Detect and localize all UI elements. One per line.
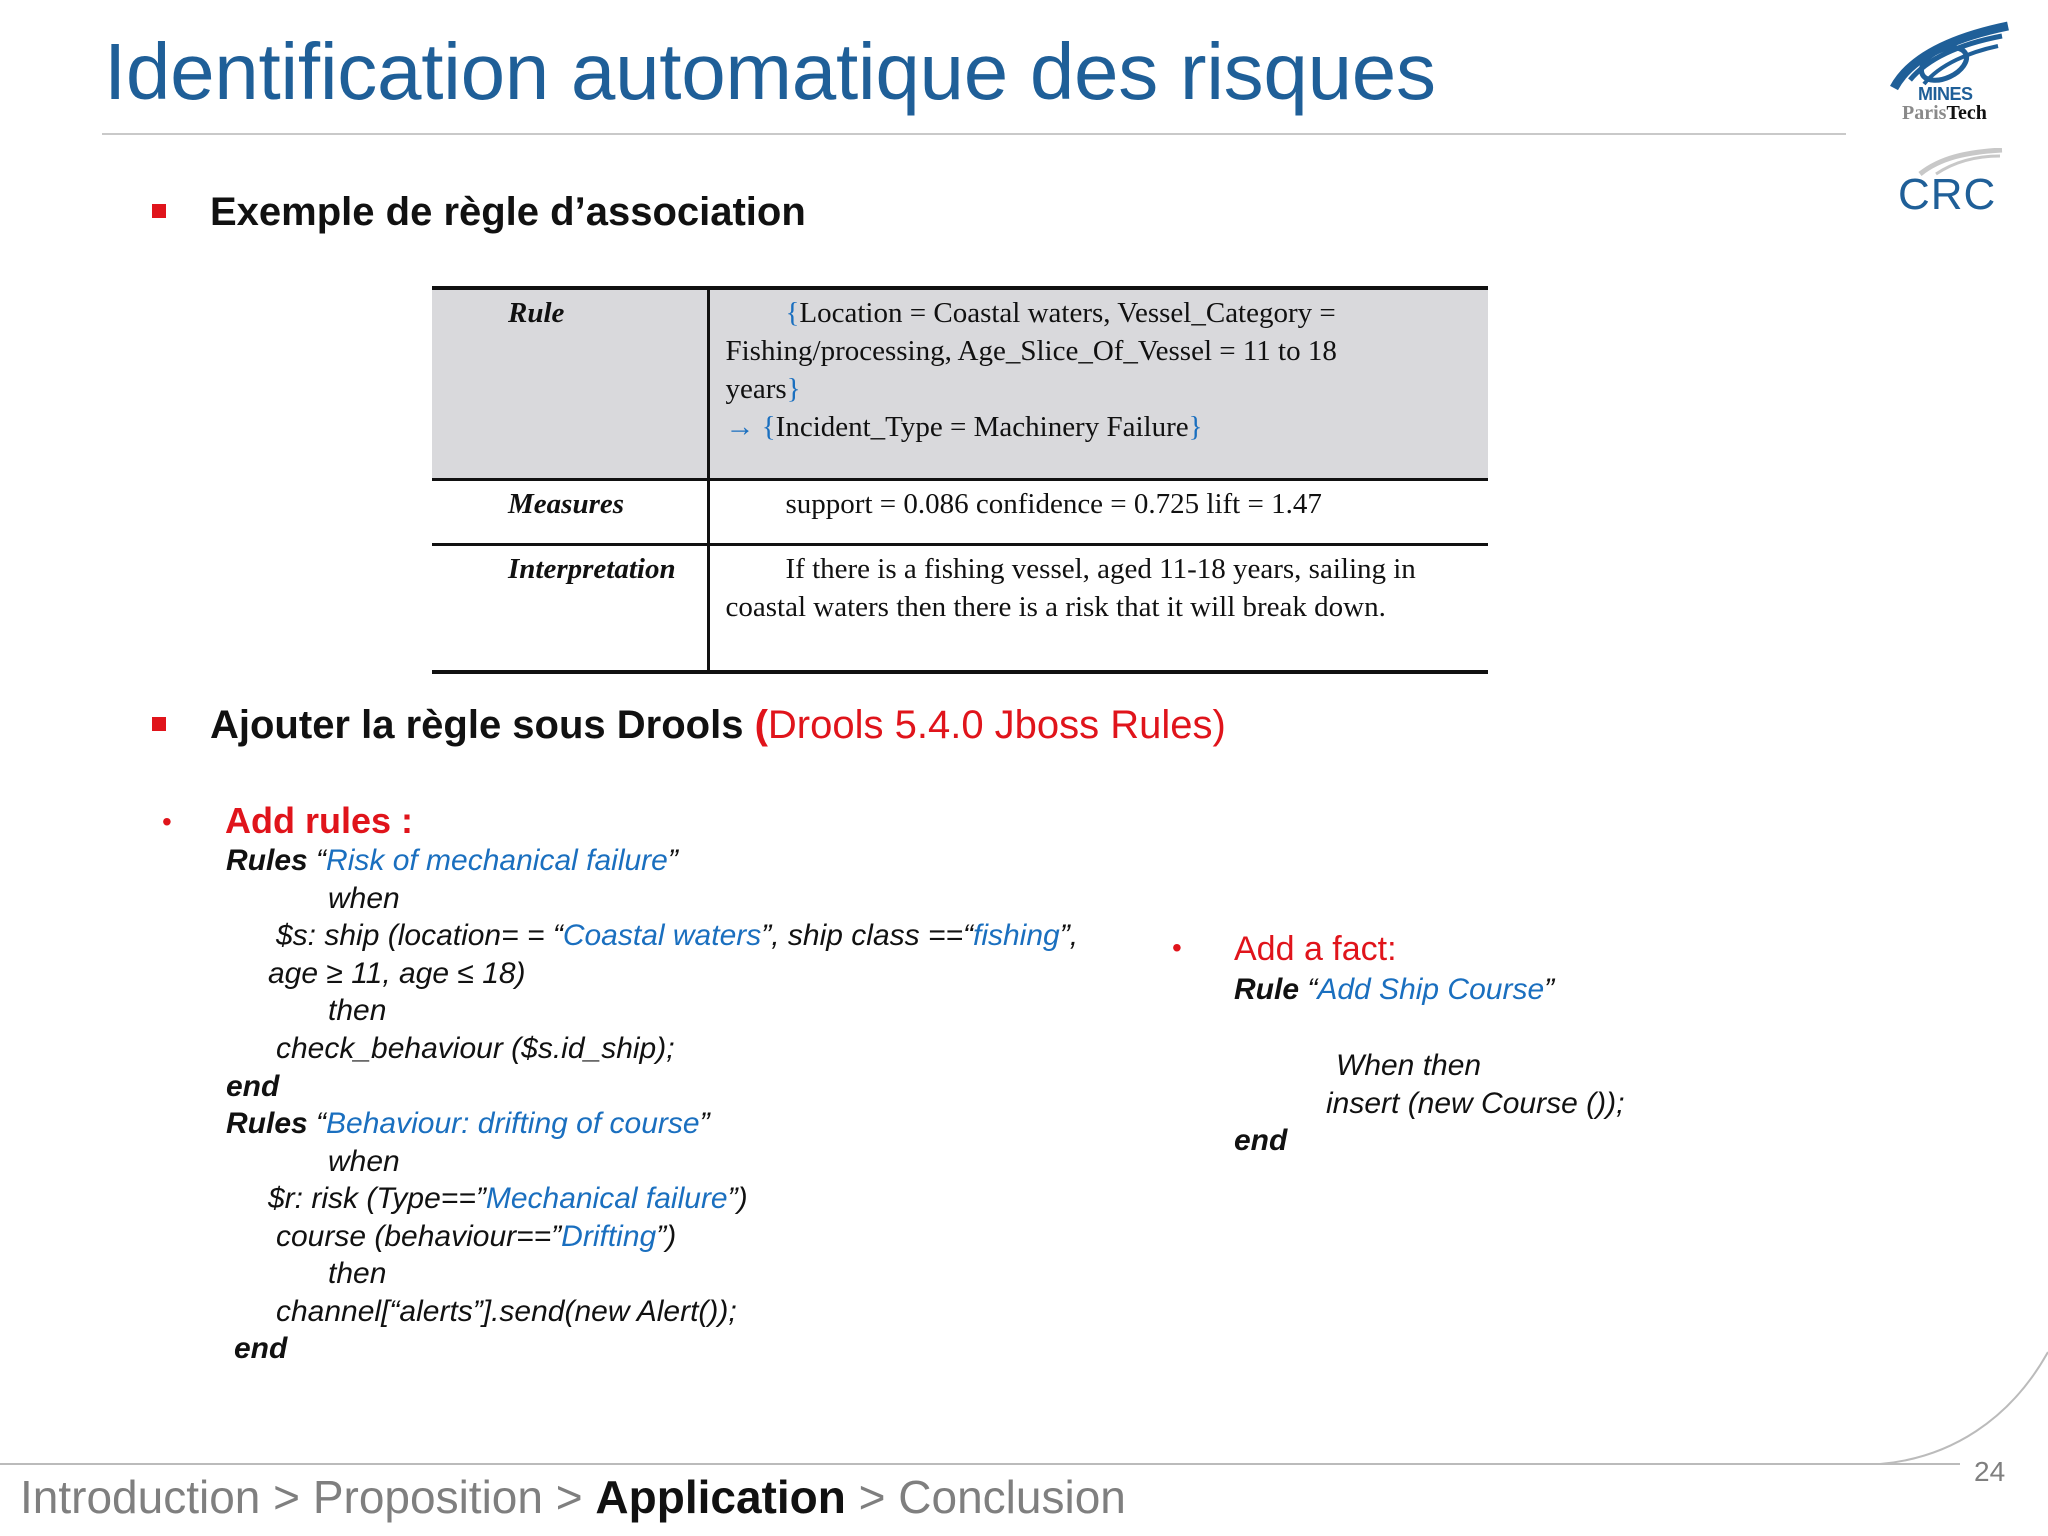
add-fact-heading: Add a fact: [1234, 930, 1397, 968]
code-line: end [234, 1332, 288, 1365]
row-value-measures: support = 0.086 confidence = 0.725 lift = 1.47 [708, 480, 1488, 545]
row-value-interpretation: If there is a fishing vessel, aged 11-18 years, sailing in coastal waters then there is a risk that it will break down. [708, 545, 1488, 673]
code-line: age ≥ 11, age ≤ 18) [268, 957, 526, 990]
row-label-interpretation: Interpretation [432, 545, 708, 673]
table-row-interpretation [432, 545, 1488, 673]
footer-divider [0, 1463, 1960, 1465]
code-line: $s: ship (location= = “Coastal waters”, ship class ==“fishing”, [276, 919, 1079, 952]
breadcrumb-proposition[interactable]: Proposition [312, 1471, 543, 1523]
row-value-rule: {Location = Coastal waters, Vessel_Category = Fishing/processing, Age_Slice_Of_Vessel = 11 to 18 years} → {Incident_Type = Machinery Failure} [708, 288, 1488, 480]
code-line: end [1234, 1124, 1288, 1157]
add-rules-heading: Add rules : [225, 800, 414, 841]
bullet-square [152, 717, 166, 731]
breadcrumb-introduction[interactable]: Introduction [20, 1471, 261, 1523]
bullet-drools: Ajouter la règle sous Drools (Drools 5.4.0 Jboss Rules) [210, 703, 1226, 747]
slide-title: Identification automatique des risques [104, 27, 1436, 116]
code-line: $r: risk (Type==”Mechanical failure”) [268, 1182, 748, 1215]
row-label-measures: Measures [432, 480, 708, 545]
crc-logo [1896, 148, 2006, 218]
code-line: end [226, 1070, 280, 1103]
code-line: then [328, 994, 387, 1027]
corner-swoosh-icon [1880, 1340, 2048, 1470]
paristech-text: ParisTech [1902, 102, 1987, 124]
bullet-square [152, 204, 166, 218]
bullet-dot: • [1172, 932, 1182, 963]
crc-text: CRC [1898, 170, 1997, 219]
code-line: Rules “Risk of mechanical failure” [226, 844, 678, 877]
mines-paristech-logo [1880, 18, 2020, 128]
bullet-association-rule: Exemple de règle d’association [210, 190, 806, 234]
row-label-rule: Rule [432, 288, 708, 480]
association-rule-table [432, 286, 1488, 674]
code-line: course (behaviour==”Drifting”) [276, 1220, 677, 1253]
code-line: then [328, 1257, 387, 1290]
code-line: channel[“alerts”].send(new Alert()); [276, 1295, 737, 1328]
arrow-right-icon: → [725, 411, 755, 443]
code-line: insert (new Course ()); [1326, 1087, 1625, 1120]
table-row-rule [432, 288, 1488, 480]
breadcrumb-conclusion[interactable]: Conclusion [898, 1471, 1126, 1523]
bullet-dot: • [162, 806, 172, 837]
table-row-measures [432, 480, 1488, 545]
code-line: Rules “Behaviour: drifting of course” [226, 1107, 710, 1140]
breadcrumb: Introduction > Proposition > Application > Conclusion [20, 1471, 1126, 1523]
mines-text: MINES [1918, 84, 1973, 104]
title-divider [102, 133, 1846, 135]
breadcrumb-application[interactable]: Application [595, 1471, 846, 1523]
code-line: Rule “Add Ship Course” [1234, 973, 1555, 1006]
code-line: check_behaviour ($s.id_ship); [276, 1032, 675, 1065]
page-number: 24 [1974, 1456, 2006, 1487]
code-line: when [328, 882, 400, 915]
code-line: When then [1336, 1049, 1482, 1082]
code-line: when [328, 1145, 400, 1178]
